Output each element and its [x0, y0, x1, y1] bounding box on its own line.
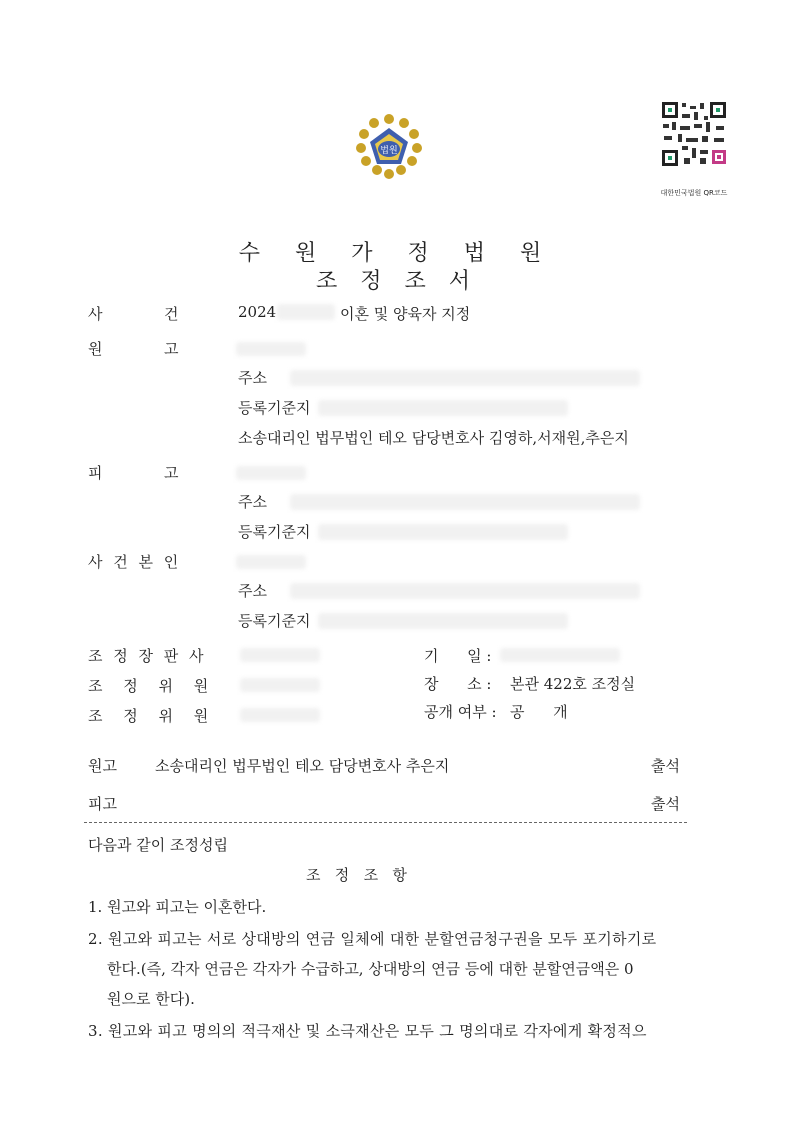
redacted-plaintiff-name	[236, 342, 306, 356]
case-number: 2024	[238, 303, 277, 321]
principal-registry-label: 등록기준지	[238, 612, 311, 630]
plaintiff-address-label: 주소	[238, 369, 267, 387]
clause-line: 한다.(즉, 각자 연금은 각자가 수급하고, 상대방의 연금 등에 대한 분할연금액은 0	[107, 960, 634, 978]
section-divider	[84, 822, 687, 823]
defendant-registry-label: 등록기준지	[238, 523, 311, 541]
attendance-status: 출석	[651, 795, 680, 813]
plaintiff-label-char-2: 고	[164, 340, 179, 358]
public-label: 공개 여부 :	[424, 703, 497, 721]
redacted-principal-registry	[318, 613, 568, 629]
redacted-principal-name	[236, 555, 306, 569]
principal-address-label: 주소	[238, 582, 267, 600]
defendant-label-char-2: 고	[164, 464, 179, 482]
redacted-principal-address	[290, 583, 640, 599]
case-label-char-1: 사	[88, 305, 103, 323]
clauses-heading: 조 정 조 항	[306, 866, 407, 884]
attendance-status: 출석	[651, 757, 680, 775]
defendant-address-label: 주소	[238, 493, 267, 511]
redacted-defendant-address	[290, 494, 640, 510]
presiding-judge-label: 조 정 장 판 사	[88, 647, 207, 665]
court-name-title: 수 원 가 정 법 원	[238, 241, 556, 266]
established-statement: 다음과 같이 조정성립	[88, 836, 228, 854]
defendant-label-char-1: 피	[88, 464, 103, 482]
redacted-judge-name	[240, 648, 320, 662]
plaintiff-label-char-1: 원	[88, 340, 103, 358]
document-title: 조 정 조 서	[316, 269, 478, 294]
qr-caption: 대한민국법원 QR코드	[660, 189, 728, 197]
clause-line: 2. 원고와 피고는 서로 상대방의 연금 일체에 대한 분할연금청구권을 모두 포기하기로	[88, 930, 657, 948]
principal-label: 사 건 본 인	[88, 553, 182, 571]
attendance-party: 피고	[88, 795, 117, 813]
seal-text: 법원	[380, 146, 398, 156]
plaintiff-counsel: 소송대리인 법무법인 테오 담당변호사 김영하,서재원,추은지	[238, 429, 629, 447]
clause-line: 1. 원고와 피고는 이혼한다.	[88, 898, 267, 916]
clause-line: 3. 원고와 피고 명의의 적극재산 및 소극재산은 모두 그 명의대로 각자에게 확정적으	[88, 1022, 647, 1040]
redacted-plaintiff-registry	[318, 400, 568, 416]
qr-code-icon	[660, 100, 728, 168]
redacted-mediator-1-name	[240, 678, 320, 692]
place-label: 장 소 :	[424, 675, 492, 693]
attendance-detail: 소송대리인 법무법인 테오 담당변호사 추은지	[155, 757, 450, 775]
redacted-defendant-registry	[318, 524, 568, 540]
public-value: 공 개	[510, 703, 568, 721]
mediator-1-label: 조 정 위 원	[88, 677, 217, 695]
place-value: 본관 422호 조정실	[510, 675, 636, 693]
redacted-hearing-date	[500, 648, 620, 662]
case-title: 이혼 및 양육자 지정	[340, 305, 471, 323]
redacted-case-number	[277, 304, 335, 320]
mediator-2-label: 조 정 위 원	[88, 707, 217, 725]
attendance-party: 원고	[88, 757, 117, 775]
hearing-date-label: 기 일 :	[424, 647, 492, 665]
clause-line: 원으로 한다).	[107, 990, 195, 1008]
court-emblem-icon	[352, 110, 426, 184]
redacted-plaintiff-address	[290, 370, 640, 386]
plaintiff-registry-label: 등록기준지	[238, 399, 311, 417]
case-label-char-2: 건	[164, 305, 179, 323]
redacted-mediator-2-name	[240, 708, 320, 722]
redacted-defendant-name	[236, 466, 306, 480]
